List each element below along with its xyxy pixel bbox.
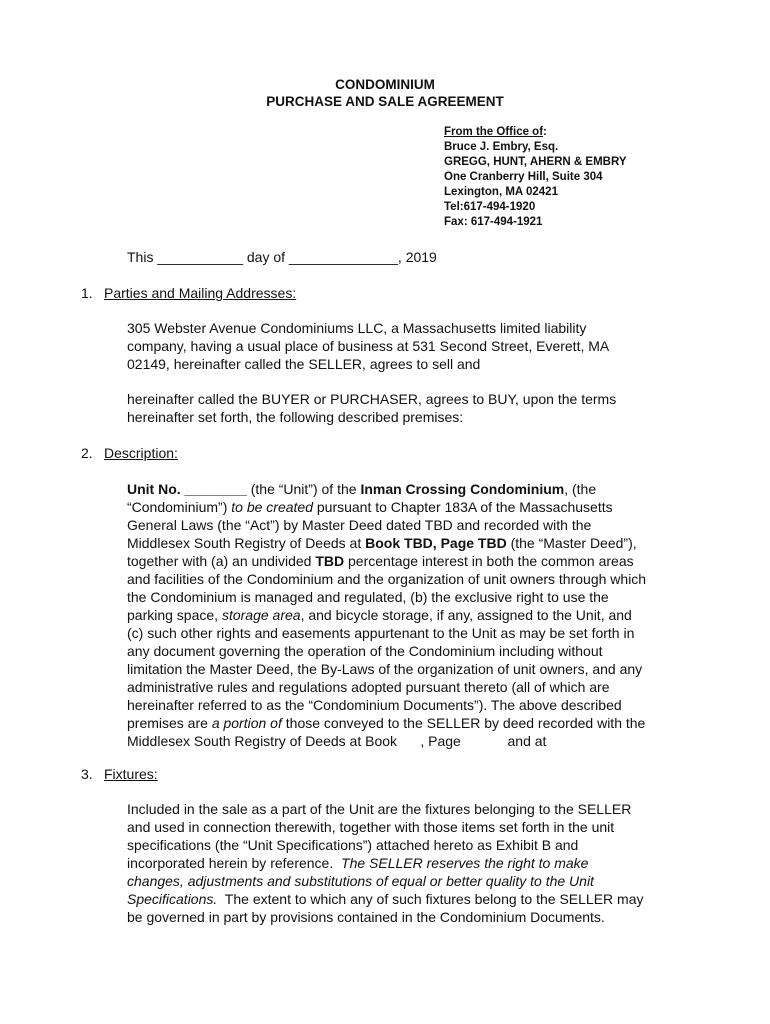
paragraph-line: any document governing the operation of the Condominium including without <box>127 643 603 659</box>
paragraph-line: changes, adjustments and substitutions of equal or better quality to the Unit <box>127 873 594 889</box>
section-1-seller-paragraph <box>127 319 697 373</box>
document-title-line-1: CONDOMINIUM <box>335 77 435 92</box>
paragraph-line <box>127 480 697 498</box>
section-2-number: 2. <box>81 445 93 461</box>
italic-text-run: storage area <box>221 607 301 623</box>
paragraph-line: hereinafter called the BUYER or PURCHASER, agrees to BUY, upon the terms <box>127 391 617 407</box>
text-run: “Condominium”) <box>127 499 232 515</box>
paragraph-line: General Laws (the “Act”) by Master Deed dated TBD and recorded with the <box>127 517 592 533</box>
section-3-number: 3. <box>81 766 93 782</box>
paragraph-line <box>127 552 697 570</box>
office-from-colon: : <box>543 126 547 138</box>
text-run: parking space, <box>127 607 222 623</box>
office-from-label: From the Office of <box>444 126 544 138</box>
office-fax: Fax: 617-494-1921 <box>444 216 543 228</box>
text-run: Middlesex South Registry of Deeds at <box>127 535 366 551</box>
section-1-buyer-paragraph <box>127 390 697 426</box>
text-run: , and bicycle storage, if any, assigned to the Unit, and <box>300 607 632 623</box>
paragraph-line: 305 Webster Avenue Condominiums LLC, a Massachusetts limited liability <box>127 320 587 336</box>
unit-number-label: Unit No. ________ <box>127 481 247 497</box>
paragraph-line <box>127 890 697 908</box>
text-run: together with (a) an undivided <box>127 553 316 569</box>
paragraph-line: the Condominium is managed and regulated, (b) the exclusive right to use the <box>127 589 609 605</box>
paragraph-line: administrative rules and regulations adopted pursuant thereto (all of which are <box>127 679 610 695</box>
text-run: incorporated herein by reference. <box>127 855 342 871</box>
paragraph-line: specifications (the “Unit Specifications”) attached hereto as Exhibit B and <box>127 837 579 853</box>
paragraph-line: Middlesex South Registry of Deeds at Book , Page and at <box>127 733 547 749</box>
text-run: pursuant to Chapter 183A of the Massachusetts <box>312 499 613 515</box>
text-run: , (the <box>564 481 597 497</box>
paragraph-line <box>127 498 697 516</box>
section-1-heading-row <box>81 284 296 302</box>
office-city: Lexington, MA 02421 <box>444 186 558 198</box>
paragraph-line: 02149, hereinafter called the SELLER, agrees to sell and <box>127 356 481 372</box>
section-1-number: 1. <box>81 285 93 301</box>
section-2-heading-row <box>81 444 178 462</box>
percentage-interest: TBD <box>315 553 345 569</box>
office-attorney-name: Bruce J. Embry, Esq. <box>444 141 559 153</box>
paragraph-line: (c) such other rights and easements appurtenant to the Unit as may be set forth in <box>127 625 635 641</box>
paragraph-line: Included in the sale as a part of the Unit are the fixtures belonging to the SELLER <box>127 801 632 817</box>
office-telephone: Tel:617-494-1920 <box>444 201 536 213</box>
text-run: those conveyed to the SELLER by deed recorded with the <box>281 715 646 731</box>
office-firm-name: GREGG, HUNT, AHERN & EMBRY <box>444 156 627 168</box>
paragraph-line <box>127 534 697 552</box>
document-title-line-2: PURCHASE AND SALE AGREEMENT <box>266 94 504 109</box>
paragraph-line: be governed in part by provisions contained in the Condominium Documents. <box>127 909 605 925</box>
paragraph-line <box>127 714 697 732</box>
paragraph-line <box>127 606 697 624</box>
text-run: (the “Master Deed”), <box>506 535 637 551</box>
italic-text-run: to be created <box>231 499 313 515</box>
italic-text-run: The SELLER reserves the right to make <box>341 855 589 871</box>
paragraph-line: hereinafter referred to as the “Condominium Documents”). The above described <box>127 697 622 713</box>
office-from-line <box>444 125 627 140</box>
condominium-name: Inman Crossing Condominium <box>360 481 565 497</box>
paragraph-line: and used in connection therewith, together with those items set forth in the unit <box>127 819 615 835</box>
paragraph-line: limitation the Master Deed, the By-Laws of the organization of unit owners, and any <box>127 661 643 677</box>
office-street-address: One Cranberry Hill, Suite 304 <box>444 171 603 183</box>
section-2-description-paragraph <box>127 480 697 750</box>
italic-text-run: a portion of <box>211 715 282 731</box>
text-run: premises are <box>127 715 212 731</box>
text-run: The extent to which any of such fixtures belong to the SELLER may <box>217 891 644 907</box>
paragraph-line: company, having a usual place of business at 531 Second Street, Everett, MA <box>127 338 610 354</box>
office-address-block <box>444 125 627 230</box>
paragraph-line: and facilities of the Condominium and the organization of unit owners through which <box>127 571 647 587</box>
date-line: This ___________ day of ______________, 2019 <box>127 249 437 265</box>
paragraph-line <box>127 854 697 872</box>
section-1-heading: Parties and Mailing Addresses: <box>104 285 297 301</box>
section-3-heading: Fixtures: <box>104 766 158 782</box>
section-3-heading-row <box>81 765 158 783</box>
text-run: percentage interest in both the common areas <box>344 553 634 569</box>
section-2-heading: Description: <box>104 445 178 461</box>
section-3-fixtures-paragraph <box>127 800 697 926</box>
italic-text-run: Specifications. <box>127 891 218 907</box>
book-page-reference: Book TBD, Page TBD <box>365 535 507 551</box>
paragraph-line: hereinafter set forth, the following described premises: <box>127 409 464 425</box>
text-run: (the “Unit”) of the <box>246 481 361 497</box>
